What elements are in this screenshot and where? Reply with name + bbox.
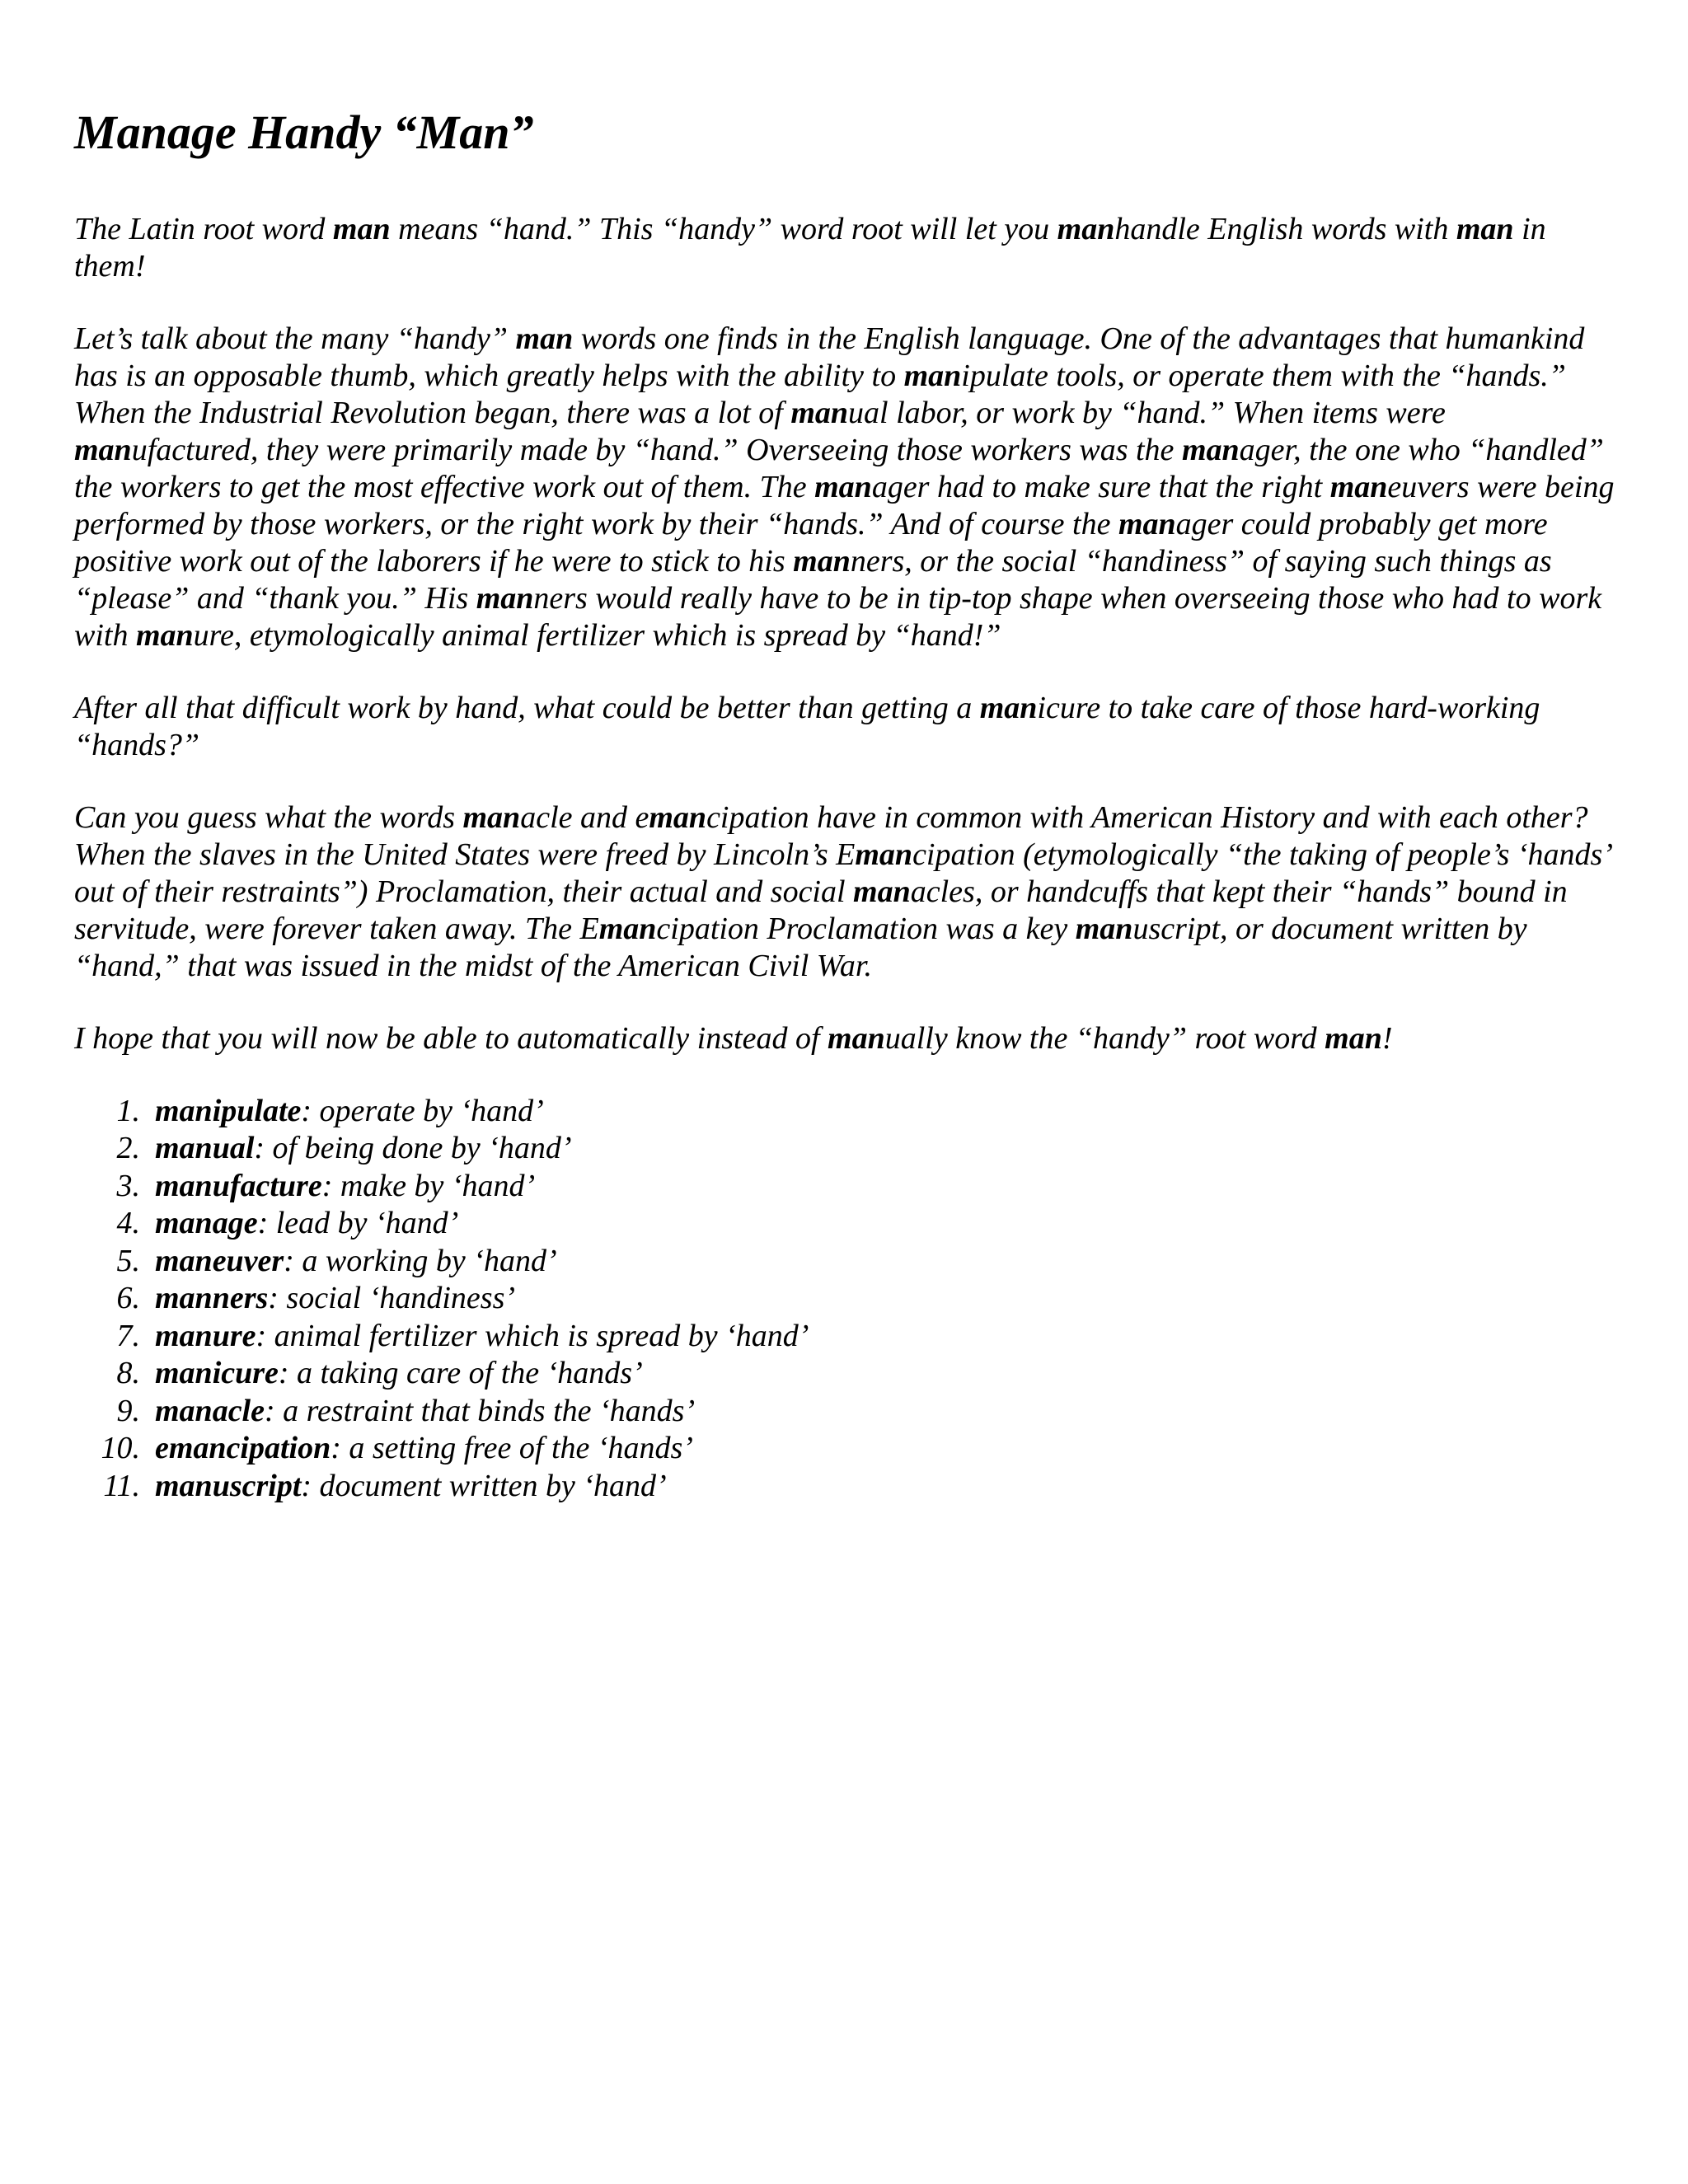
text-run: ual labor, or work by “hand.” When items were — [848, 395, 1446, 430]
definition-term: manure — [155, 1318, 256, 1353]
definition-term: maneuver — [155, 1243, 284, 1278]
definition-term: manage — [155, 1206, 258, 1241]
text-run: Let’s talk about the many “handy” — [74, 321, 516, 356]
text-run: cipation Proclamation was a key — [656, 911, 1076, 946]
root-word-highlight: man — [74, 432, 132, 467]
definition-meaning: : document written by ‘hand’ — [301, 1468, 667, 1503]
definition-meaning: : make by ‘hand’ — [321, 1168, 536, 1203]
definition-meaning: : animal fertilizer which is spread by ‘hand’ — [256, 1318, 809, 1353]
root-word-highlight: man — [855, 837, 913, 872]
definition-meaning: : social ‘handiness’ — [268, 1281, 516, 1316]
text-run: cipation (etymologically “the taking of people’s ‘hands’ out of their restraints”) Proclamation, their actual and social — [74, 837, 1610, 909]
definition-text — [155, 1093, 544, 1131]
list-number: 11. — [103, 1468, 140, 1503]
paragraph — [74, 799, 1624, 985]
text-run: ager had to make sure that the right — [871, 469, 1330, 504]
root-word-highlight: man — [1456, 211, 1514, 246]
text-run: ! — [1381, 1020, 1393, 1056]
root-word-highlight: man — [476, 580, 534, 616]
list-number: 5. — [116, 1243, 140, 1278]
definition-item — [74, 1130, 1624, 1168]
root-word-highlight: man — [828, 1020, 885, 1056]
text-run: Can you guess what the words — [74, 799, 463, 835]
text-run: in them! — [74, 211, 1546, 284]
text-run: euvers were being performed by those workers, or the right work by their “hands.” And of course the — [74, 469, 1615, 541]
definition-meaning: : of being done by ‘hand’ — [254, 1131, 572, 1166]
root-word-highlight: man — [814, 469, 872, 504]
root-word-highlight: man — [1181, 432, 1240, 467]
text-run: After all that difficult work by hand, what could be better than getting a — [74, 690, 980, 725]
definition-text — [155, 1130, 572, 1168]
definition-term: manual — [155, 1131, 255, 1166]
list-number: 9. — [116, 1393, 140, 1428]
text-run: handle English words with — [1114, 211, 1456, 246]
definition-item — [74, 1355, 1624, 1393]
list-number: 3. — [116, 1168, 140, 1203]
list-number: 2. — [116, 1131, 140, 1166]
definition-text — [155, 1468, 667, 1506]
root-word-highlight: man — [332, 211, 391, 246]
root-word-highlight: man — [135, 617, 194, 653]
definition-term: emancipation — [155, 1431, 331, 1466]
document-page — [74, 104, 1624, 1505]
definition-text — [155, 1280, 515, 1318]
text-run: ager could probably get more positive work out of the laborers if he were to stick to his — [74, 506, 1548, 579]
text-run: acle and e — [520, 799, 649, 835]
paragraph — [74, 321, 1624, 654]
root-word-highlight: man — [793, 543, 851, 579]
definition-item — [74, 1205, 1624, 1243]
paragraph — [74, 690, 1624, 764]
list-number: 6. — [116, 1281, 140, 1316]
definition-term: manicure — [155, 1356, 279, 1391]
definition-text — [155, 1318, 809, 1356]
definition-text — [155, 1168, 535, 1206]
definition-item — [74, 1468, 1624, 1506]
page-title: Manage Handy “Man” — [74, 105, 534, 159]
root-word-highlight: man — [853, 874, 911, 909]
text-run: words one finds in the English language. One of the advantages that humankind has is an opposable thumb, which greatly helps with the ability to — [74, 321, 1585, 393]
root-word-highlight: man — [1057, 211, 1115, 246]
root-word-highlight: man — [462, 799, 521, 835]
text-run: ners would really have to be in tip-top shape when overseeing those who had to work with — [74, 580, 1602, 653]
definition-item — [74, 1168, 1624, 1206]
root-word-highlight: man — [1118, 506, 1176, 541]
text-run: I hope that you will now be able to automatically instead of — [74, 1020, 828, 1056]
list-number: 1. — [116, 1093, 140, 1128]
definition-item — [74, 1318, 1624, 1356]
text-run: icure to take care of those hard-working “hands?” — [74, 690, 1540, 762]
root-word-highlight: man — [979, 690, 1038, 725]
root-word-highlight: man — [1329, 469, 1388, 504]
text-run: means “hand.” This “handy” word root will let you — [390, 211, 1057, 246]
root-word-highlight: man — [790, 395, 849, 430]
definition-text — [155, 1205, 458, 1243]
root-word-highlight: man — [598, 911, 657, 946]
list-number: 4. — [116, 1206, 140, 1241]
definition-text — [155, 1430, 693, 1468]
definition-term: manacle — [155, 1393, 265, 1428]
list-number: 10. — [101, 1431, 140, 1466]
definition-meaning: : a working by ‘hand’ — [284, 1243, 557, 1278]
root-word-highlight: man — [903, 358, 962, 393]
root-word-highlight: man — [515, 321, 574, 356]
list-number: 7. — [116, 1318, 140, 1353]
definition-item — [74, 1093, 1624, 1131]
definition-item — [74, 1393, 1624, 1431]
definition-meaning: : lead by ‘hand’ — [257, 1206, 459, 1241]
definition-term: manufacture — [155, 1168, 322, 1203]
text-run: cipation have in common with American History and with each other? When the slaves in the United States were freed by Lincoln’s E — [74, 799, 1588, 872]
paragraph — [74, 1020, 1624, 1057]
definition-meaning: : a taking care of the ‘hands’ — [278, 1356, 643, 1391]
text-run: ually know the “handy” root word — [884, 1020, 1325, 1056]
text-run: The Latin root word — [74, 211, 333, 246]
text-run: uscript, or document written by “hand,” that was issued in the midst of the American Civil War. — [74, 911, 1527, 983]
definition-item — [74, 1430, 1624, 1468]
root-word-highlight: man — [1325, 1020, 1382, 1056]
text-run: ipulate tools, or operate them with the “hands.” When the Industrial Revolution began, there was a lot of — [74, 358, 1566, 430]
definition-text — [155, 1243, 557, 1281]
definition-term: manuscript — [155, 1468, 302, 1503]
definition-term: manipulate — [155, 1093, 302, 1128]
root-word-highlight: man — [1075, 911, 1133, 946]
text-run: acles, or handcuffs that kept their “hands” bound in servitude, were forever taken away. The E — [74, 874, 1568, 946]
definition-term: manners — [155, 1281, 269, 1316]
definition-item — [74, 1243, 1624, 1281]
text-run: ufactured, they were primarily made by “hand.” Overseeing those workers was the — [131, 432, 1182, 467]
definition-meaning: : a setting free of the ‘hands’ — [331, 1431, 693, 1466]
definition-meaning: : operate by ‘hand’ — [301, 1093, 544, 1128]
text-run: ners, or the social “handiness” of saying such things as “please” and “thank you.” His — [74, 543, 1552, 616]
paragraph — [74, 211, 1624, 285]
definition-text — [155, 1355, 643, 1393]
definition-list — [74, 1093, 1624, 1506]
body-text — [74, 211, 1624, 1057]
definition-item — [74, 1280, 1624, 1318]
text-run: ager, the one who “handled” the workers to get the most effective work out of them. The — [74, 432, 1604, 504]
root-word-highlight: man — [649, 799, 707, 835]
definition-meaning: : a restraint that binds the ‘hands’ — [264, 1393, 696, 1428]
list-number: 8. — [116, 1356, 140, 1391]
definition-text — [155, 1393, 695, 1431]
text-run: ure, etymologically animal fertilizer which is spread by “hand!” — [193, 617, 1001, 653]
